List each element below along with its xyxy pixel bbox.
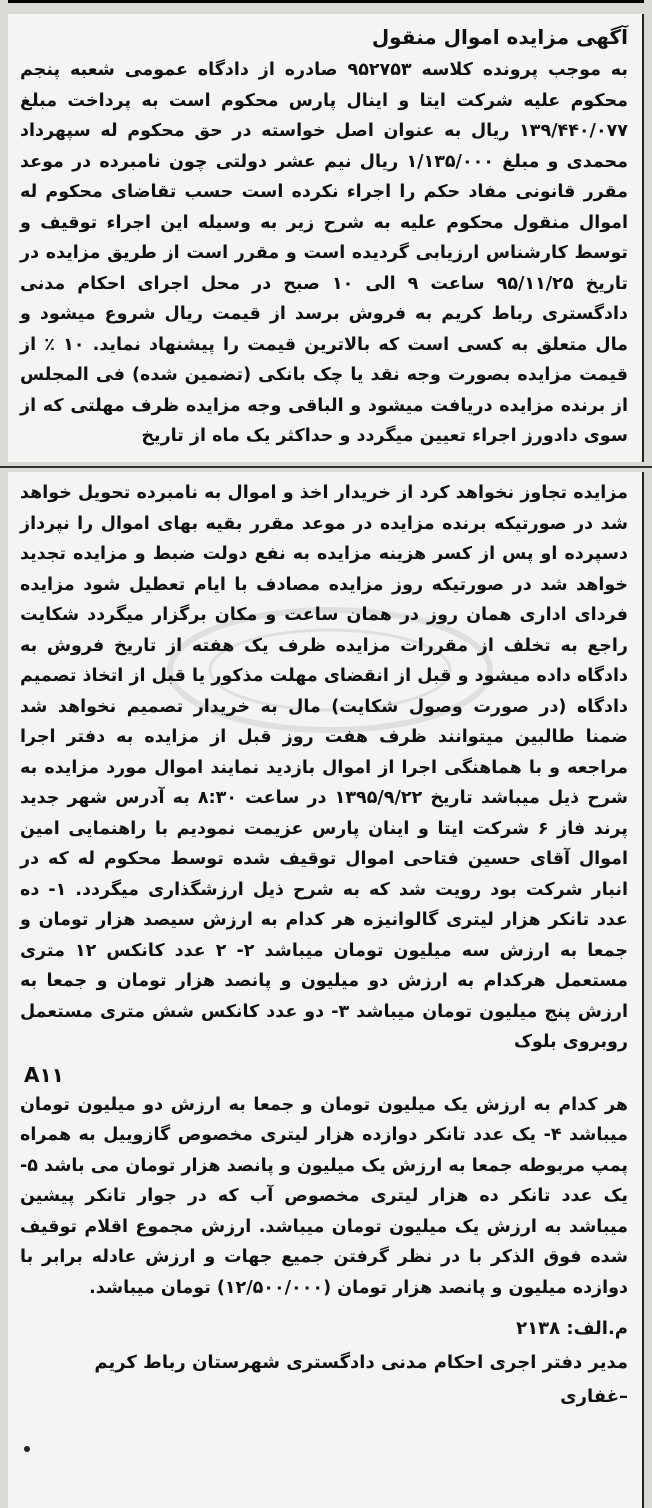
bullet-dot xyxy=(24,1446,30,1452)
column-divider xyxy=(0,466,652,468)
notice-body-part3: هر کدام به ارزش یک میلیون تومان و جمعا به ارزش دو میلیون تومان میباشد ۴- یک عدد تانکر دوازده هزار لیتری مخصوص گازوییل به همراه پمپ مربوطه جمعا به ارزش یک میلیون و پانصد هزار تومان می باشد ۵- یک عدد تانکر ده هزار لیتری مخصوص آب که در جوار تانکر پیشین میباشد به ارزش یک میلیون تومان میباشد. ارزش مجموع اقلام توقیف شده فوق الذکر با در نظر گرفتن جمیع جهات و ارزش عادله برابر با دوازده میلیون و پانصد هزار تومان (۱۲/۵۰۰/۰۰۰) تومان میباشد. xyxy=(20,1094,629,1298)
notice-reference: م.الف: ۲۱۳۸ xyxy=(516,1318,628,1339)
notice-code: A۱۱ xyxy=(24,1062,64,1087)
notice-body-part2: مزایده تجاوز نخواهد کرد از خریدار اخذ و اموال به نامبرده تحویل خواهد شد در صورتیکه برنده مزایده در موعد مقرر بقیه بهای اموال را نپرداز دسپرده او پس از کسر هزینه مزایده به نفع دولت ضبط و مزایده تجدید خواهد شد در صورتیکه روز مزایده مصادف با ایام تعطیل شود مزایده فردای اداری همان روز در همان ساعت و مکان برگزار میگردد شکایت راجع به تخلف از مقررات مزایده ظرف یک هفته از تاریخ فروش به دادگاه داده میشود و قبل از انقضای مهلت مذکور یا قبل از اتخاذ تصمیم دادگاه (در صورت وصول شکایت) مال به خریدار تصمیم نخواهد شد ضمنا طالبین میتوانند ظرف هفت روز قبل از مزایده به دفتر اجرا مراجعه و با هماهنگی اجرا از اموال بازدید نمایند اموال مورد مزایده به شرح ذیل میباشد تاریخ ۱۳۹۵/۹/۲۲ در ساعت ۸:۳۰ به آدرس شهر جدید پرند فاز ۶ شرکت ایتا و اینان پارس عزیمت نمودیم با راهنمایی امین اموال آقای حسین فتاحی اموال توقیف شده توسط محکوم له که در انبار شرکت بود رویت شد که به شرح ذیل ارزشگذاری میگردد. ۱- ده عدد تانکر هزار لیتری گالوانیزه هر کدام به ارزش سیصد هزار تومان و جمعا به ارزش سه میلیون تومان میباشد ۲- ۲ عدد کانکس ۱۲ متری مستعمل هرکدام به ارزش دو میلیون و پانصد هزار تومان و جمعا به ارزش پنج میلیون تومان میباشد ۳- دو عدد کانکس شش متری مستعمل روبروی بلوک xyxy=(20,483,629,1052)
notice-title: آگهی مزایده اموال منقول xyxy=(371,25,628,49)
notice-body-part1: به موجب پرونده کلاسه ۹۵۲۷۵۳ صادره از دادگاه عمومی شعبه پنجم محکوم علیه شرکت ایتا و اینال پارس محکوم است به پرداخت مبلغ ۱۳۹/۴۴۰/۰۷۷ ریال به عنوان اصل خواسته در حق محکوم له سپهرداد محمدی و مبلغ ۱/۱۳۵/۰۰۰ ریال نیم عشر دولتی چون نامبرده در موعد مقرر قانونی مفاد حکم را اجراء نکرده است حسب تقاضای محکوم له اموال منقول محکوم علیه به شرح زیر به وسیله این اجراء توقیف و توسط کارشناس ارزیابی گردیده است و مقرر است از طریق مزایده در تاریخ ۹۵/۱۱/۲۵ ساعت ۹ الی ۱۰ صبح در محل اجرای احکام مدنی دادگستری رباط کریم به فروش برسد از قیمت ریال شروع میشود و مال متعلق به کسی است که بالاترین قیمت را پیشنهاد نماید. ۱۰ ٪ از قیمت مزایده بصورت وجه نقد یا چک بانکی (تضمین شده) فی المجلس از برنده مزایده دریافت میشود و الباقی وجه مزایده ظرف مهلتی که از سوی دادورز اجراء تعیین میگردد و حداکثر یک ماه از تاریخ xyxy=(20,60,628,446)
notice-column-bottom xyxy=(8,472,644,1508)
notice-signature-name: –غفاری xyxy=(560,1386,628,1407)
top-rule xyxy=(8,0,644,13)
notice-signature: مدیر دفتر اجری احکام مدنی دادگستری شهرستان رباط کریم xyxy=(94,1352,628,1373)
notice-column-top xyxy=(8,14,644,462)
